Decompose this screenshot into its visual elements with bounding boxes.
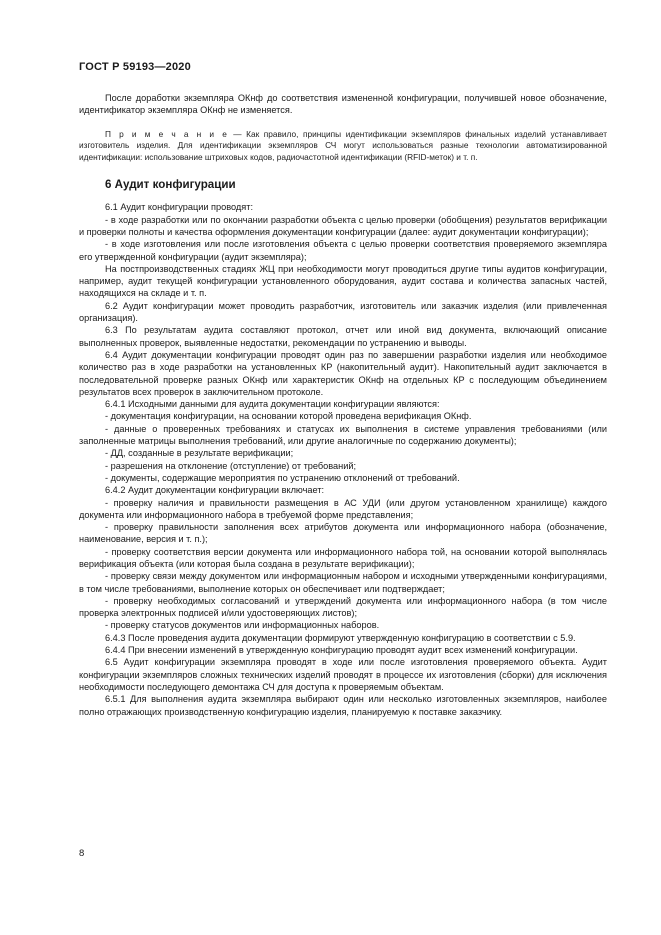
body-paragraph: - данные о проверенных требованиях и статусах их выполнения в системе управления требованиями (или заполненные матрицы выполнения требований, или другие аналогичные по содержанию документы); — [79, 423, 607, 447]
section-paragraphs — [79, 201, 607, 717]
intro-paragraph: После доработки экземпляра ОКнф до соответствия измененной конфигурации, получившей новое обозначение, идентификатор экземпляра ОКнф не изменяется. — [79, 93, 607, 116]
body-paragraph: 6.1 Аудит конфигурации проводят: — [105, 202, 254, 213]
document-header: ГОСТ Р 59193—2020 — [79, 61, 191, 73]
body-paragraph: 6.4.2 Аудит документации конфигурации включает: — [105, 485, 325, 496]
body-paragraph: - проверку статусов документов или информационных наборов. — [105, 620, 380, 631]
body-paragraph: - в ходе изготовления или после изготовления объекта с целью проверки соответствия проверяемого экземпляра его утвержденной конфигурации (аудит экземпляра); — [79, 239, 607, 262]
body-paragraph: - документация конфигурации, на основании которой проведена верификация ОКнф. — [105, 411, 472, 422]
note-label: П р и м е ч а н и е — [105, 128, 229, 139]
body-paragraph: 6.5.1 Для выполнения аудита экземпляра выбирают один или несколько изготовленных экземпляров, наиболее полно отражающих производственную конфигурацию изделия, планируемую к поставке заказчику. — [79, 694, 607, 717]
body-paragraph: 6.2 Аудит конфигурации может проводить разработчик, изготовитель или заказчик изделия (или привлеченная организация). — [79, 300, 607, 324]
section-heading: 6 Аудит конфигурации — [105, 178, 236, 192]
body-paragraph: - разрешения на отклонение (отступление) от требований; — [105, 460, 357, 471]
body-paragraph: 6.5 Аудит конфигурации экземпляра проводят в ходе или после изготовления проверяемого объекта. Аудит конфигурации экземпляров сложных технических изделий проводят в процессе их изготовления (сборки) для исключения необходимости последующего демонтажа СЧ для доступа к проверяемым объектам. — [79, 657, 607, 692]
body-paragraph: 6.4.3 После проведения аудита документации формируют утвержденную конфигурацию в соответствии с 5.9. — [105, 632, 576, 643]
body-paragraph: 6.3 По результатам аудита составляют протокол, отчет или иной вид документа, включающий описание выполненных проверок, выявленные недостатки, рекомендации по устранению и выводы. — [79, 325, 607, 348]
body-paragraph: - проверку правильности заполнения всех атрибутов документа или информационного набора (обозначение, наименование, версия и т. п.); — [79, 522, 607, 545]
body-paragraph: - документы, содержащие мероприятия по устранению отклонений от требований. — [105, 472, 460, 483]
body-paragraph: - проверку соответствия версии документа или информационного набора той, на основании которой выполнялась верификация объекта (или которая была создана в результате верификации); — [79, 546, 607, 569]
note-paragraph — [79, 129, 607, 164]
body-paragraph: 6.4 Аудит документации конфигурации проводят один раз по завершении разработки изделия или необходимое количество раз в ходе разработки на установленных КР (накопительный аудит). Накопительный аудит заключается в последовательной проверке разных ОКнф или характеристик ОКнф на отдельных КР с последующим объединением результатов всех проверок в заключительном протоколе. — [79, 349, 607, 397]
body-paragraph: - ДД, созданные в результате верификации; — [105, 448, 294, 459]
page-number: 8 — [79, 848, 85, 859]
body-paragraph: 6.4.4 При внесении изменений в утвержденную конфигурацию проводят аудит всех изменений конфигурации. — [105, 645, 578, 656]
body-paragraph: - проверку наличия и правильности размещения в АС УДИ (или другом установленном хранилище) каждого документа или информационного набора в требуемой форме представления; — [79, 497, 607, 520]
body-paragraph: 6.4.1 Исходными данными для аудита документации конфигурации являются: — [105, 399, 440, 410]
body-paragraph: - в ходе разработки или по окончании разработки объекта с целью проверки (обобщения) результатов верификации и проверки полноты и качества оформления документации конфигурации (далее: аудит документации конфигурации); — [79, 214, 607, 237]
document-body — [79, 92, 607, 718]
body-paragraph: На постпроизводственных стадиях ЖЦ при необходимости могут проводиться другие типы аудитов конфигурации, например, аудит текущей конфигурации установленного оборудования, аудит состава и количества запасных частей, находящихся на складе и т. п. — [79, 263, 607, 299]
note-text: — Как правило, принципы идентификации экземпляров финальных изделий устанавливает изготовитель изделия. Для идентификации экземпляров СЧ могут использоваться разные технологии автоматизированной идентификации: использование штриховых кодов, радиочастотной идентификации (RFID-меток) и т. п. — [79, 128, 607, 162]
body-paragraph: - проверку связи между документом или информационным набором и исходными утвержденными конфигурациями, в том числе требованиями, выполнение которых он обеспечивает или подтверждает; — [79, 571, 607, 594]
body-paragraph: - проверку необходимых согласований и утверждений документа или информационного набора (в том числе проверка электронных подписей и/или удостоверяющих листов); — [79, 595, 607, 619]
